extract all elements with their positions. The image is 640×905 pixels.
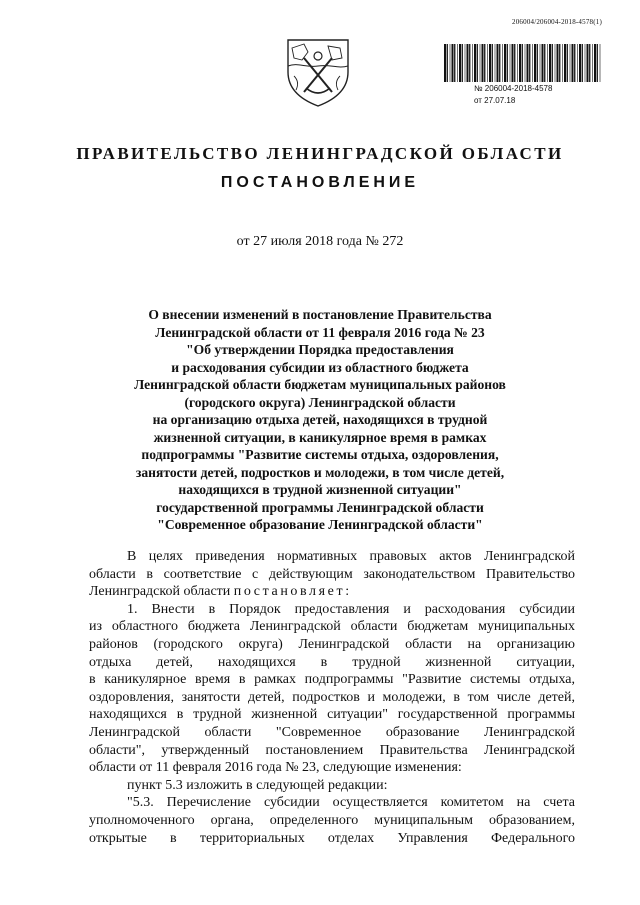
document-date: от 27 июля 2018 года № 272 [236,234,404,249]
title-line: (городского округа) Ленинградской области [184,394,456,410]
body-line: в каникулярное время в рамках подпрограммы "Развитие системы отдыха, [89,672,575,688]
document-stamp: 206004/206004-2018-4578(1) [512,18,602,26]
organization-name: ПРАВИТЕЛЬСТВО ЛЕНИНГРАДСКОЙ ОБЛАСТИ [76,144,564,163]
body-line: В целях приведения нормативных правовых актов Ленинградской [127,549,575,564]
body-line: 1. Внести в Порядок предоставления и расходования субсидии [127,601,575,617]
body-line: отдыха детей, находящихся в трудной жизненной ситуации, [89,654,575,670]
body-text: Ленинградской области [89,584,234,600]
body-line: районов (городского округа) Ленинградской области на организацию [89,636,575,652]
body-line: оздоровления, занятости детей, подростков и молодежи, в том числе детей, [89,689,575,705]
resolution-verb: постановляет: [233,584,352,600]
body-line: "5.3. Перечисление субсидии осуществляется комитетом на счета [127,795,575,811]
body-line: пункт 5.3 изложить в следующей редакции: [127,777,388,793]
title-line: "Об утверждении Порядка предоставления [186,342,454,357]
document-title [80,306,560,534]
title-line: жизненной ситуации, в каникулярное время в рамках [153,429,487,445]
registration-number: № 206004-2018-4578 [474,84,553,93]
title-line: О внесении изменений в постановление Правительства [148,307,492,322]
body-line: из областного бюджета Ленинградской области бюджетам муниципальных [89,619,575,635]
title-line: государственной программы Ленинградской области [156,499,484,515]
registration-date: от 27.07.18 [474,96,516,105]
body-line: области", утвержденный постановлением Правительства Ленинградской [89,742,575,758]
body-line: области в соответствие с действующим законодательством Правительство [89,566,575,582]
document-type: ПОСТАНОВЛЕНИЕ [220,174,420,191]
coat-of-arms-emblem [284,36,352,108]
body-line: области от 11 февраля 2016 года № 23, следующие изменения: [89,760,462,776]
body-line: открытые в территориальных отделах Управления Федерального [89,830,575,846]
title-line: подпрограммы "Развитие системы отдыха, оздоровления, [141,447,499,462]
body-line: Ленинградской области "Современное образование Ленинградской [89,724,575,740]
title-line: находящихся в трудной жизненной ситуации" [178,482,462,497]
barcode [442,44,602,82]
title-line: Ленинградской области бюджетам муниципальных районов [134,377,506,392]
body-line: находящихся в трудной жизненной ситуации" государственной программы [89,707,575,723]
title-line: и расходования субсидии из областного бюджета [171,359,469,375]
title-line: "Современное образование Ленинградской области" [157,517,483,532]
body-line [89,583,575,601]
document-body [89,548,575,847]
title-line: Ленинградской области от 11 февраля 2016 года № 23 [155,324,485,340]
body-line: уполномоченного органа, определенного муниципальным образованием, [89,812,575,828]
title-line: занятости детей, подростков и молодежи, в том числе детей, [135,464,505,480]
title-line: на организацию отдыха детей, находящихся в трудной [152,412,488,427]
